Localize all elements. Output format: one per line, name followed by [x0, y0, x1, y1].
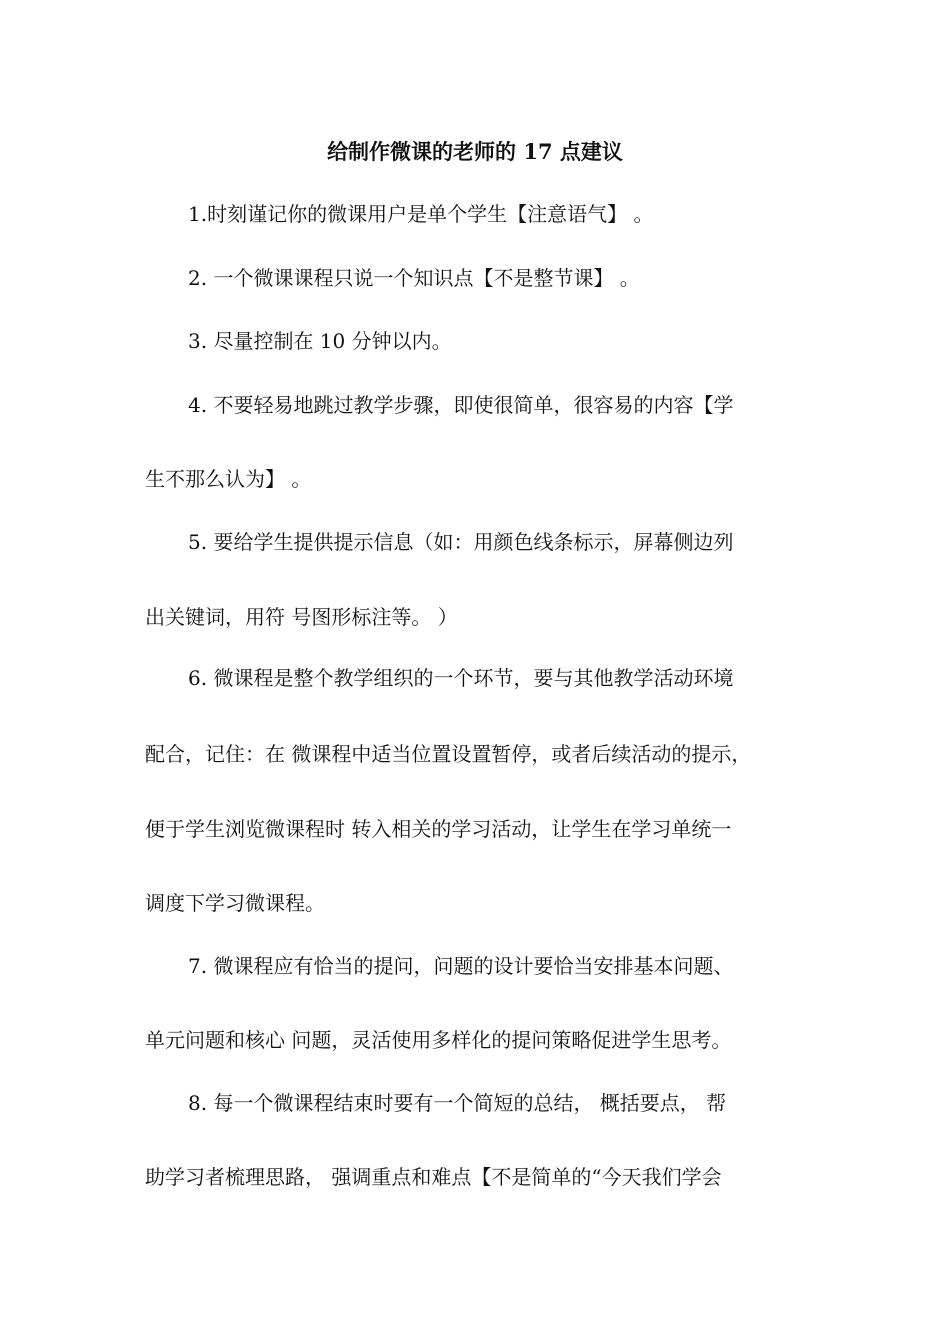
paragraph-line: 生不那么认为】 。 — [145, 467, 312, 491]
paragraph-line: 7. 微课程应有恰当的提问，问题的设计要恰当安排基本问题、 — [188, 954, 734, 978]
paragraph-line: 3. 尽量控制在 10 分钟以内。 — [188, 329, 452, 353]
paragraph-line: 出关键词，用符 号图形标注等。 ） — [145, 605, 458, 629]
paragraph-line: 便于学生浏览微课程时 转入相关的学习活动，让学生在学习单统一 — [145, 817, 732, 841]
paragraph-line: 5. 要给学生提供提示信息（如：用颜色线条标示，屏幕侧边列 — [188, 530, 734, 554]
paragraph-line: 配合，记住：在 微课程中适当位置设置暂停，或者后续活动的提示， — [145, 742, 752, 766]
paragraph-line: 6. 微课程是整个教学组织的一个环节，要与其他教学活动环境 — [188, 666, 734, 690]
paragraph-line: 4. 不要轻易地跳过教学步骤，即使很简单，很容易的内容【学 — [188, 393, 734, 417]
paragraph-line: 2. 一个微课课程只说一个知识点【不是整节课】 。 — [188, 266, 640, 290]
document-title: 给制作微课的老师的 17 点建议 — [327, 139, 623, 164]
paragraph-line: 调度下学习微课程。 — [145, 891, 325, 915]
paragraph-line: 8. 每一个微课程结束时要有一个简短的总结， 概括要点， 帮 — [188, 1091, 727, 1115]
paragraph-line: 助学习者梳理思路， 强调重点和难点【不是简单的“今天我们学会 — [145, 1165, 722, 1189]
paragraph-line: 1.时刻谨记你的微课用户是单个学生【注意语气】 。 — [188, 202, 654, 226]
paragraph-line: 单元问题和核心 问题，灵活使用多样化的提问策略促进学生思考。 — [145, 1028, 732, 1052]
